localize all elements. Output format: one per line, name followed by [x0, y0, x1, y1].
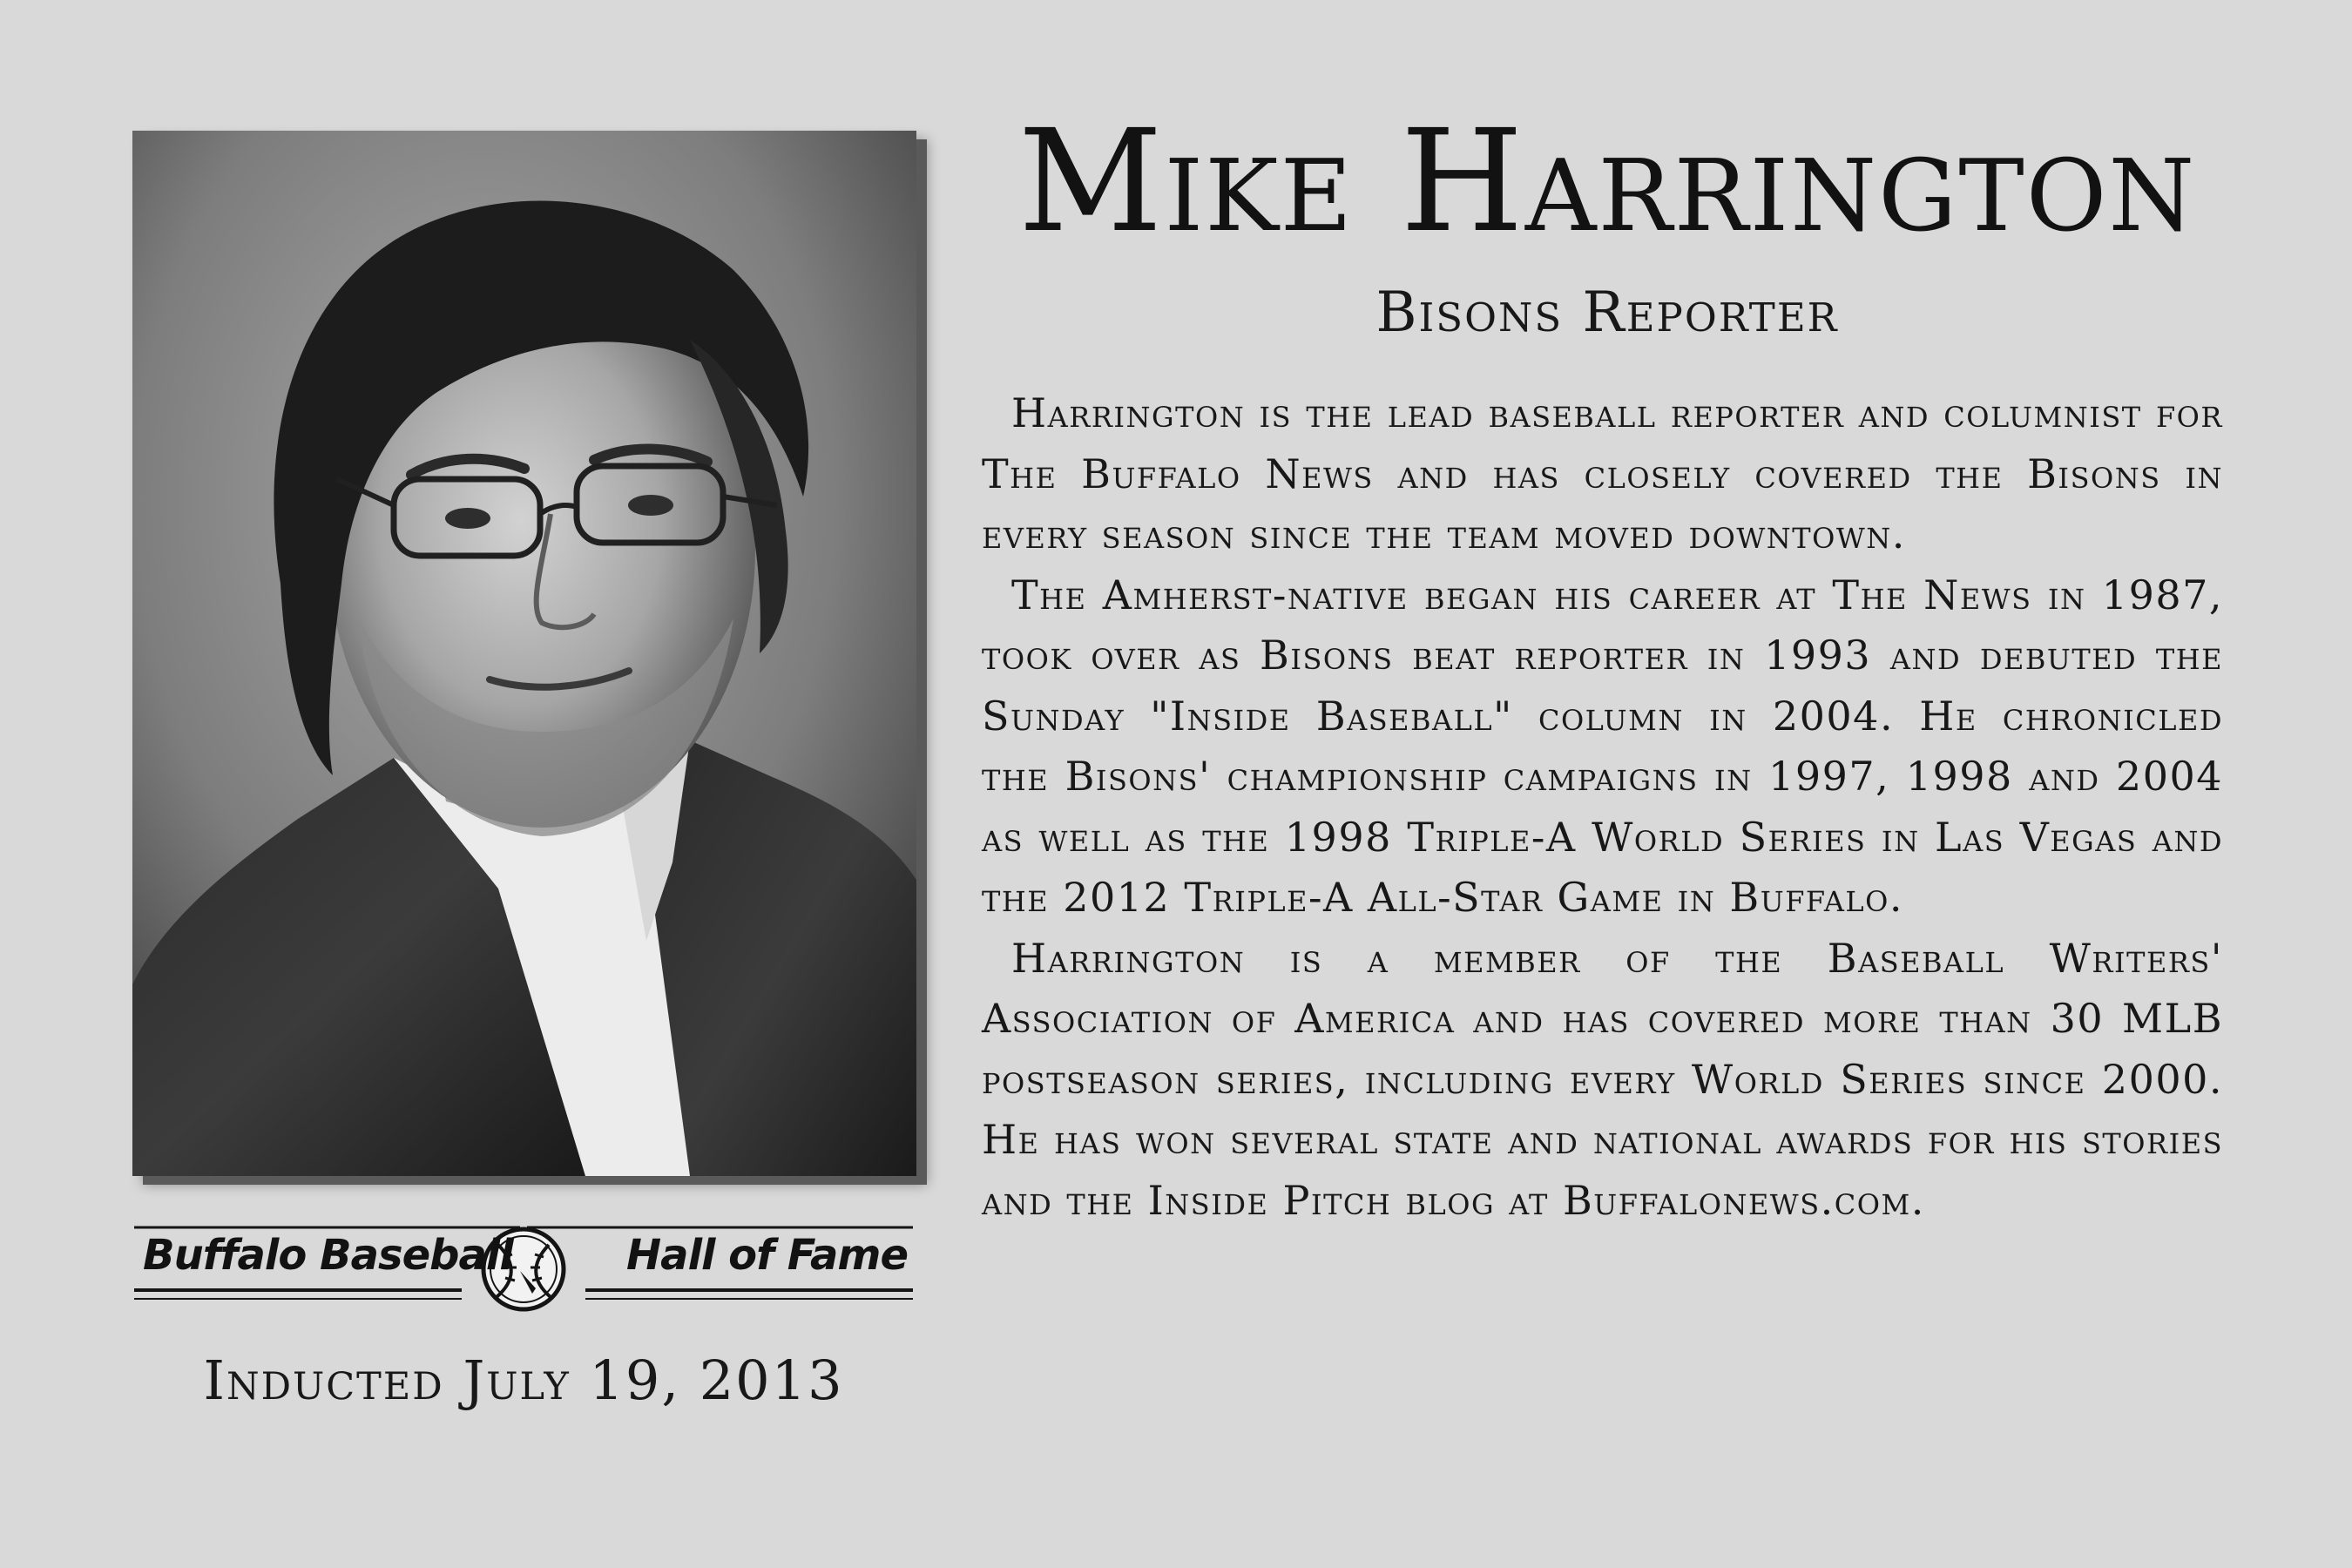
- logo-text-right: Hall of Fame: [626, 1231, 908, 1280]
- logo-text-left: Buffalo Baseball: [143, 1231, 513, 1280]
- portrait-illustration: [132, 131, 916, 1176]
- induction-date: Inducted July 19, 2013: [203, 1348, 844, 1412]
- portrait-photo: [132, 131, 916, 1176]
- hall-of-fame-logo: [132, 1215, 915, 1320]
- bio-paragraph: The Amherst-native began his career at The News in 1987, took over as Bisons beat reporter in 1993 and debuted the Sunday "Inside Baseball" column in 2004. He chronicled the Bisons' championship campaigns in 1997, 1998 and 2004 as well as the 1998 Triple-A World Series in Las Vegas and the 2012 Triple-A All-Star Game in Buffalo.: [982, 571, 2223, 921]
- bio-paragraph: Harrington is a member of the Baseball Writers' Association of America and has covered more than 30 MLB postseason series, including every World Series since 2000. He has won several state and national awards for his stories and the Inside Pitch blog at Buffalonews.com.: [982, 934, 2223, 1224]
- bio-paragraph: Harrington is the lead baseball reporter and columnist for The Buffalo News and has closely covered the Bisons in every season since the team moved downtown.: [982, 389, 2223, 558]
- inductee-name: Mike Harrington: [1017, 100, 2197, 264]
- inductee-title: Bisons Reporter: [1375, 280, 1839, 345]
- biography: [982, 383, 2223, 1231]
